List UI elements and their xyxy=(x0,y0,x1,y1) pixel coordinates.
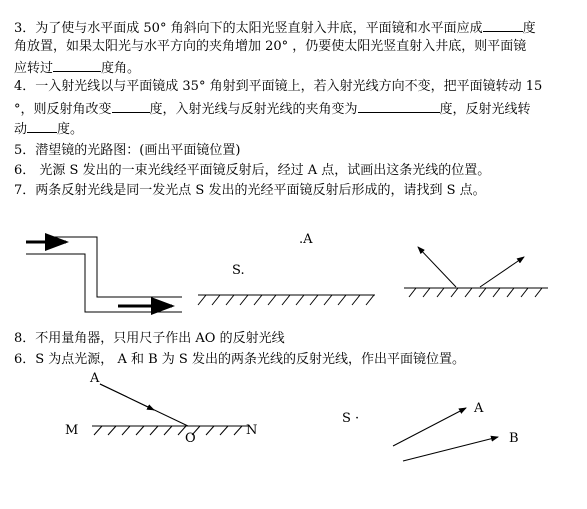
q4-text-3: 度，反射光线转 xyxy=(439,102,531,117)
q3-text-3: 应转过 xyxy=(14,61,54,76)
q6b-text: 6．S 为点光源， A 和 B 为 S 发出的两条光线的反射光线，作出平面镜位置。 xyxy=(14,352,465,367)
q4-text-5: 度。 xyxy=(57,122,84,137)
point-m-label: M xyxy=(65,423,79,438)
point-n-label: N xyxy=(246,423,258,438)
q4-text-2: 度，入射光线与反射光线的夹角变为 xyxy=(149,102,358,117)
q5-text: 5．潜望镜的光路图：(画出平面镜位置) xyxy=(14,143,241,158)
q7-text: 7．两条反射光线是同一发光点 S 发出的光经平面镜反射后形成的，请找到 S 点。 xyxy=(14,183,486,198)
point-s-label: S. xyxy=(232,263,245,278)
q3-line2: 角放置，如果太阳光与水平方向的夹角增加 20° ，仍要使太阳光竖直射入井底，则平面镜 xyxy=(14,39,527,54)
q6a-text: 6． 光源 S 发出的一束光线经平面镜反射后，经过 A 点，试画出这条光线的位置。 xyxy=(14,163,491,178)
point-o-label: O xyxy=(185,431,196,446)
ray-a-label-2: A xyxy=(474,401,484,416)
q8-text: 8．不用量角器，只用尺子作出 AO 的反射光线 xyxy=(14,331,285,346)
q4-text-4: 动 xyxy=(14,122,28,137)
q3-text-2: 度 xyxy=(522,21,536,36)
point-a-label: .A xyxy=(299,232,313,247)
source-s-label: S · xyxy=(342,411,360,426)
mirror-mn-diagram xyxy=(92,384,248,435)
ray-b-label: B xyxy=(509,431,519,446)
q4-line1: 4．一入射光线以与平面镜成 35° 角射到平面镜上，若入射光线方向不变，把平面镜转动 15 xyxy=(14,79,543,94)
q3-text-1: 3．为了使与水平面成 50° 角斜向下的太阳光竖直射入井底，平面镜和水平面应成 xyxy=(14,21,483,36)
q3-text-4: 度角。 xyxy=(101,61,141,76)
q4-text-1: °，则反射角改变 xyxy=(14,102,112,117)
ray-a-label: A xyxy=(90,371,100,386)
